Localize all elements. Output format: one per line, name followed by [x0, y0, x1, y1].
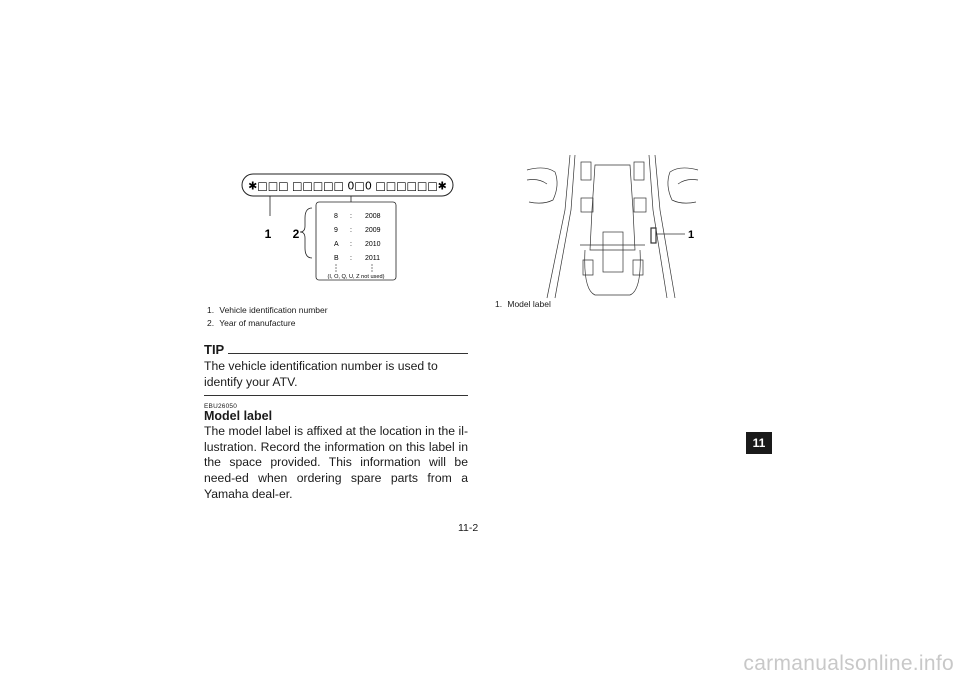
- atv-rear-graphic: [525, 150, 700, 300]
- year-sep: :: [350, 241, 352, 248]
- atv-rear-illustration: [525, 150, 700, 300]
- unused-letters-note: (I, O, Q, U, Z not used): [327, 274, 385, 280]
- year-value: 2009: [365, 227, 381, 234]
- tip-box: [204, 343, 468, 396]
- year-code: A: [334, 241, 339, 248]
- year-value: 2008: [365, 213, 381, 220]
- section-title: Model label: [204, 409, 273, 423]
- year-value: 2010: [365, 241, 381, 248]
- vin-diagram: [240, 168, 455, 283]
- section-code: EBU26050: [204, 403, 238, 410]
- year-sep: :: [350, 227, 352, 234]
- vin-pattern: ✱□□□ □□□□□ 0□0 □□□□□□✱: [248, 179, 447, 193]
- vin-diagram-graphic: [240, 168, 455, 283]
- callout-1: 1: [687, 229, 695, 241]
- model-label-marker: [651, 228, 656, 243]
- continuation-dots: [335, 264, 372, 271]
- year-sep: :: [350, 213, 352, 220]
- year-value: 2011: [365, 255, 381, 262]
- tip-title: TIP: [204, 342, 225, 357]
- caption-item: 2. Year of manufacture: [207, 318, 296, 328]
- atv-caption: 1. Model label: [495, 299, 551, 309]
- section-body: The model label is affixed at the location in the il-lustration. Record the information on this label in the space provided. This information will be need-ed when ordering spare parts from a Yamaha deal-er.: [204, 424, 468, 501]
- page-number: 11-2: [458, 522, 479, 534]
- year-sep: :: [350, 255, 352, 262]
- chapter-tab: 11: [746, 432, 772, 454]
- tip-bottom-rule: [204, 395, 468, 396]
- vin-caption-list: [207, 304, 328, 330]
- caption-item: 1. Vehicle identification number: [207, 305, 328, 315]
- year-code: 8: [334, 213, 338, 220]
- watermark[interactable]: carmanualsonline.info: [743, 652, 954, 675]
- year-code: B: [334, 255, 339, 262]
- callout-1: 1: [264, 227, 272, 241]
- tip-rule: [228, 353, 468, 354]
- tip-text: The vehicle identification number is used to identify your ATV.: [204, 359, 438, 389]
- year-code-box: [316, 202, 396, 280]
- brace: [300, 208, 312, 258]
- year-code: 9: [334, 227, 338, 234]
- callout-2: 2: [292, 227, 300, 241]
